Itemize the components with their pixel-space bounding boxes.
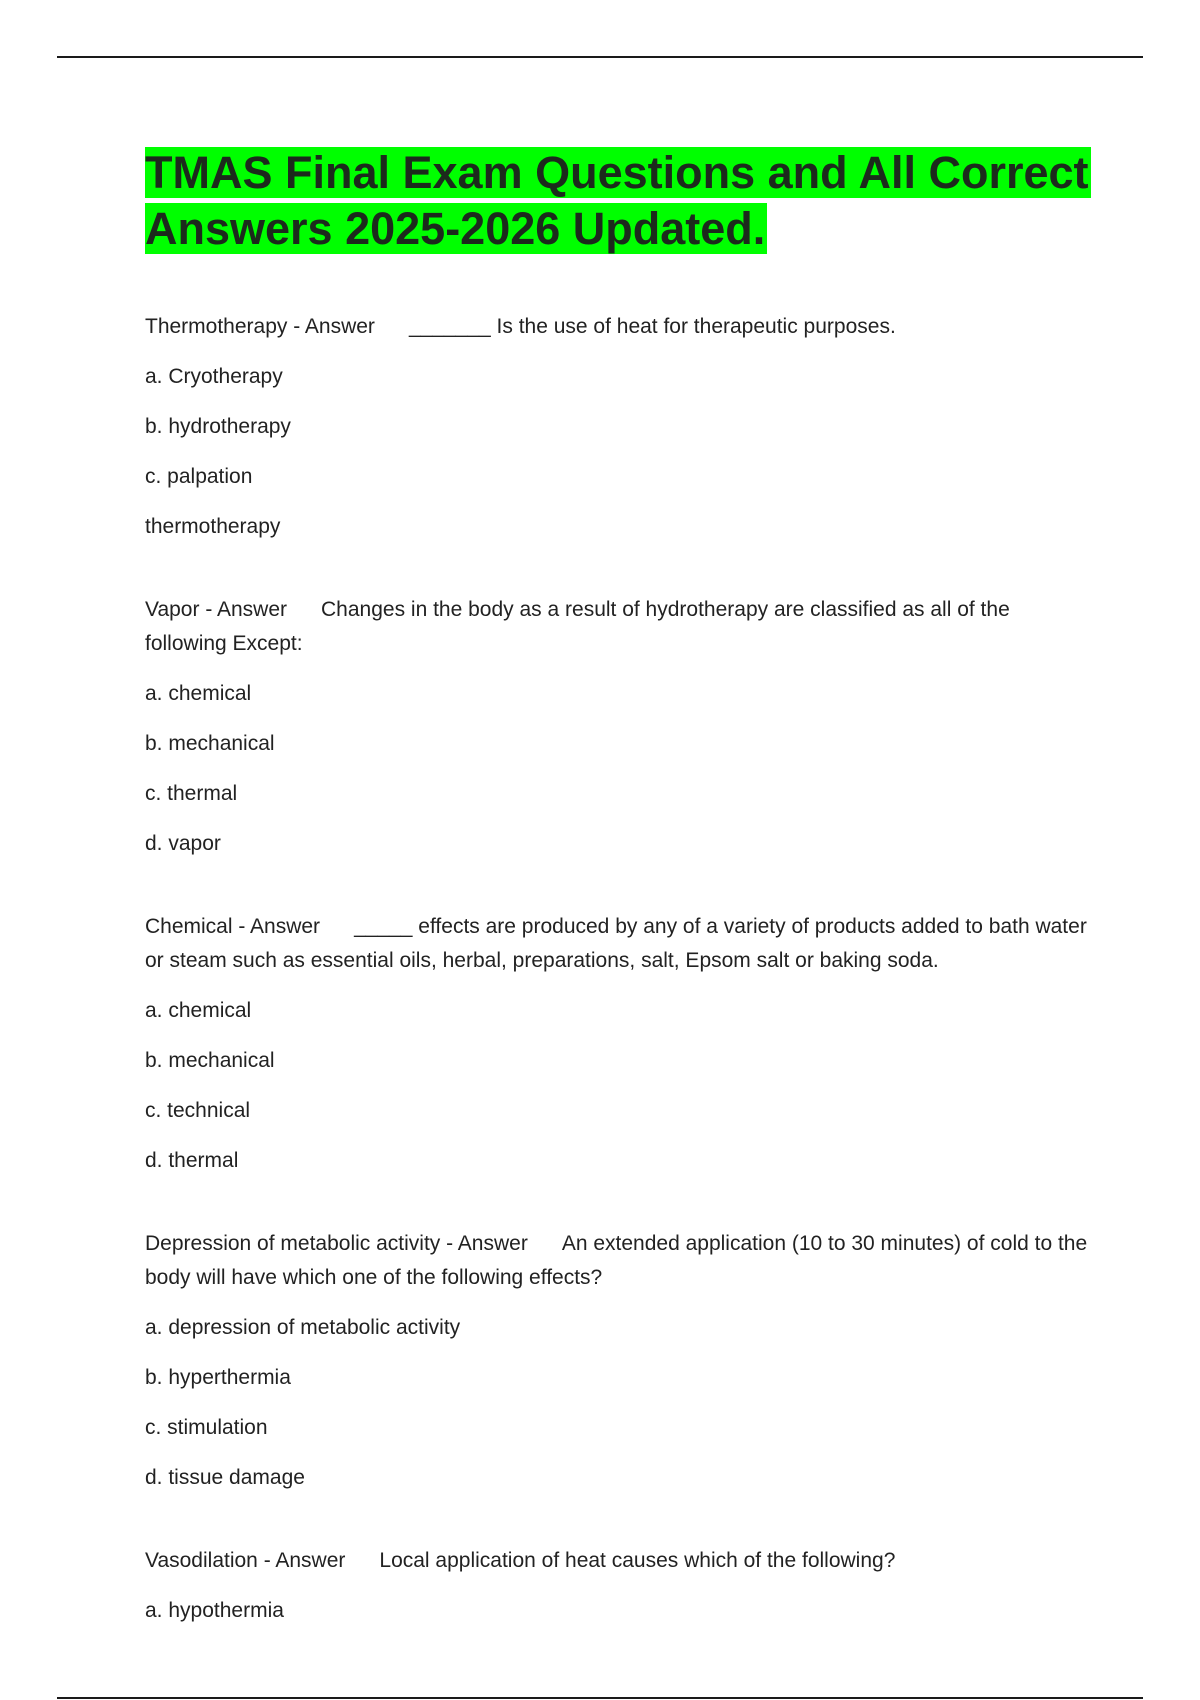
document-title xyxy=(145,145,1090,257)
answer-option: b. hyperthermia xyxy=(145,1366,291,1389)
answer-option: b. hydrotherapy xyxy=(145,415,291,438)
question-5 xyxy=(145,1544,1090,1628)
answer-option: d. vapor xyxy=(145,832,221,855)
answer-option: thermotherapy xyxy=(145,515,281,538)
question-prompt: _____ effects are produced by any of a variety of products added to bath water or steam such as essential oils, herbal, preparations, salt, Epsom salt or baking soda. xyxy=(145,915,1087,972)
question-text xyxy=(145,1544,1090,1578)
question-3 xyxy=(145,910,1090,1178)
answer-option: b. mechanical xyxy=(145,732,275,755)
answer-option: c. stimulation xyxy=(145,1416,268,1439)
answer-option: c. palpation xyxy=(145,465,253,488)
document-title-text: TMAS Final Exam Questions and All Correct Answers 2025-2026 Updated. xyxy=(145,147,1089,254)
question-prompt: Changes in the body as a result of hydrotherapy are classified as all of the following Except: xyxy=(145,598,1010,655)
answer-option: d. thermal xyxy=(145,1149,239,1172)
question-answer: Thermotherapy - Answer xyxy=(145,315,375,338)
question-answer: Depression of metabolic activity - Answer xyxy=(145,1232,528,1255)
answer-option: d. tissue damage xyxy=(145,1466,305,1489)
question-prompt: _______ Is the use of heat for therapeutic purposes. xyxy=(408,315,896,338)
document-body xyxy=(145,145,1090,1628)
answer-option: a. chemical xyxy=(145,682,252,705)
question-text xyxy=(145,910,1090,978)
answer-option: c. technical xyxy=(145,1099,251,1122)
answer-option: a. depression of metabolic activity xyxy=(145,1316,461,1339)
answer-option: a. hypothermia xyxy=(145,1599,284,1622)
page-top-rule xyxy=(57,56,1143,58)
answer-option: c. thermal xyxy=(145,782,238,805)
question-prompt: An extended application (10 to 30 minutes) of cold to the body will have which one of the following effects? xyxy=(145,1232,1088,1289)
answer-option: a. chemical xyxy=(145,999,252,1022)
question-text xyxy=(145,1227,1090,1295)
question-answer: Vasodilation - Answer xyxy=(145,1549,346,1572)
page-bottom-rule xyxy=(57,1697,1143,1699)
question-text xyxy=(145,593,1090,661)
question-2 xyxy=(145,593,1090,861)
question-answer: Chemical - Answer xyxy=(145,915,321,938)
answer-option: a. Cryotherapy xyxy=(145,365,283,388)
question-answer: Vapor - Answer xyxy=(145,598,288,621)
question-4 xyxy=(145,1227,1090,1495)
question-prompt: Local application of heat causes which of the following? xyxy=(379,1549,896,1572)
answer-option: b. mechanical xyxy=(145,1049,275,1072)
question-1 xyxy=(145,310,1090,544)
question-text xyxy=(145,310,1090,344)
